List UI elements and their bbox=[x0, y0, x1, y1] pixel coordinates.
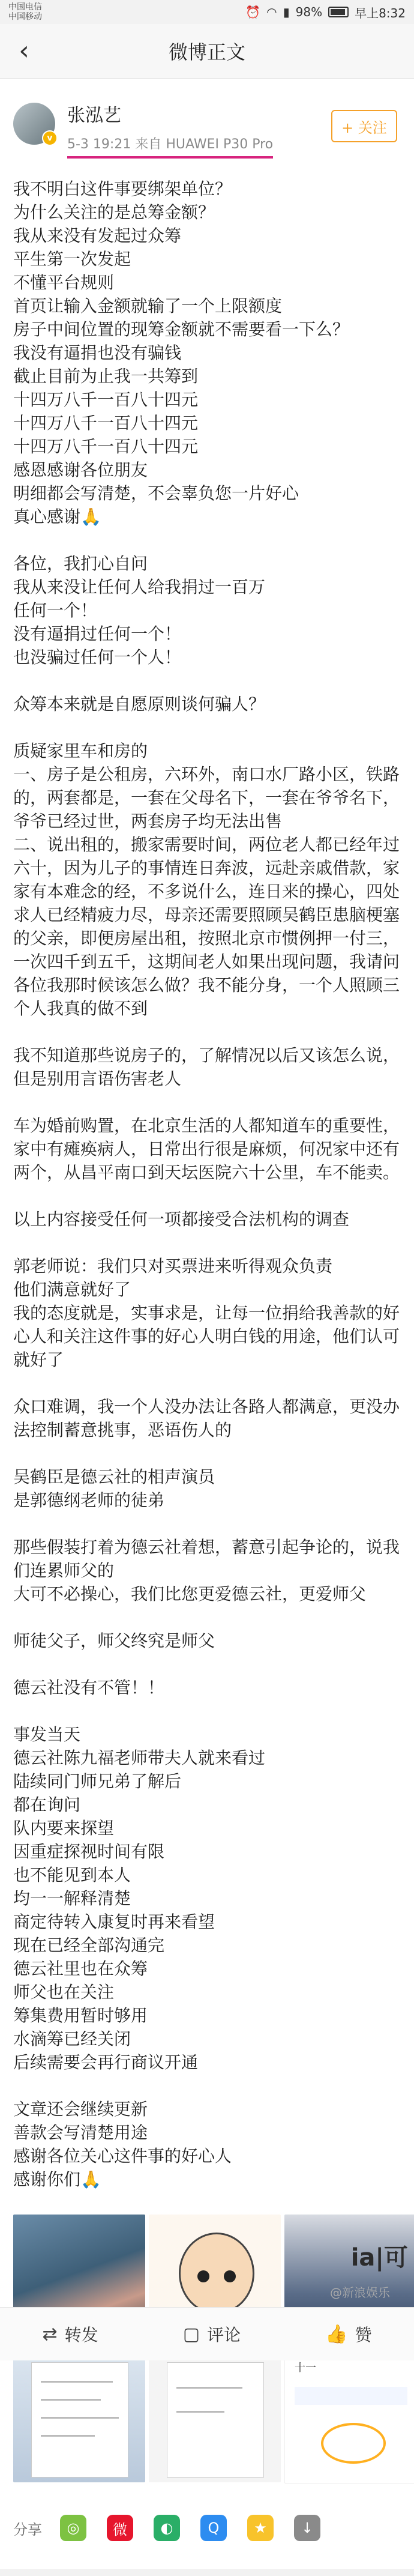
carrier-info bbox=[8, 2, 42, 22]
photo-screenshot[interactable] bbox=[284, 2350, 414, 2484]
eye-icon bbox=[197, 2270, 209, 2282]
download-icon[interactable]: ↓ bbox=[294, 2515, 320, 2541]
wechat-icon[interactable]: ◐ bbox=[154, 2515, 180, 2541]
post-paragraph: 那些假装打着为德云社着想，蓄意引起争论的，说我们连累师父的 大可不必操心，我们比您更爱德云社，更爱师父 bbox=[13, 1537, 400, 1604]
post bbox=[0, 79, 414, 2546]
post-device: 来自 HUAWEI P30 Pro bbox=[135, 137, 274, 152]
share-label: 分享 bbox=[13, 2521, 42, 2538]
carrier-2: 中国移动 bbox=[8, 12, 42, 22]
battery-icon bbox=[328, 7, 349, 17]
like-label: 赞 bbox=[355, 2325, 372, 2345]
username[interactable]: 张泓艺 bbox=[67, 105, 121, 126]
post-paragraph: 我不明白这件事要绑架单位？ 为什么关注的是总筹金额？ 我从来没有发起过众筹 平生第一次发起 不懂平台规则 首页让输入金额就输了一个上限额度 房子中间位置的现筹金额就不需要看一下么？ 我没有逼捐也没有骗钱 截止目前为止我一共筹到 十四万八千一百八十四元 十四万八千一百八十四元 十四万八千一百八十四元 感恩感谢各位朋友 明细都会写清楚，不会辜负您一片好心 真心感谢🙏 bbox=[13, 179, 350, 527]
repost-button[interactable] bbox=[43, 2322, 98, 2346]
post-paragraph: 车为婚前购置，在北京生活的人都知道车的重要性，家中有瘫痪病人，日常出行很是麻烦，何况家中还有两个，从昌平南口到天坛医院六十公里，车不能卖。 bbox=[13, 1116, 400, 1182]
eye-icon bbox=[224, 2270, 236, 2282]
post-timestamp: 5-3 19:21 bbox=[67, 137, 131, 152]
status-right bbox=[245, 4, 406, 21]
comment-label: 评论 bbox=[207, 2325, 241, 2345]
wifi-icon: ◠ bbox=[266, 5, 277, 19]
page-title: 微博正文 bbox=[168, 41, 245, 64]
verified-badge-icon: v bbox=[42, 130, 58, 146]
post-paragraph: 文章还会继续更新 善款会写清楚用途 感谢各位关心这件事的好心人 感谢你们🙏 bbox=[13, 2099, 232, 2189]
photo-caption: ia|可 bbox=[350, 2244, 408, 2272]
post-paragraph: 德云社没有不管！！ bbox=[13, 1678, 165, 1698]
post-header bbox=[13, 79, 401, 175]
carrier-1: 中国电信 bbox=[8, 2, 42, 12]
post-paragraph: 质疑家里车和房的 一、房子是公租房，六环外，南口水厂路小区，铁路的，两套都是，一套在父母名下，一套在爷爷名下，爷爷已经过世，两套房子均无法出售 二、说出租的，搬家需要时间，两位老人都已经年过六十，因为儿子的事情连日奔波，远赴亲戚借款，家家有本难念的经，不多说什么，连日来的操心，四处求人已经精疲力尽，母亲还需要照顾吴鹤臣患脑梗塞的父亲，即便房屋出租，按照北京市惯例押一付三，一次四千到五千，这期间老人如果出现问题，我请问各位我那时候该怎么做？我不能分身，一个人照顾三个人我真的做不到 bbox=[13, 741, 400, 1018]
comment-icon: ▢ bbox=[182, 2323, 200, 2345]
qq-icon[interactable]: Q bbox=[200, 2515, 227, 2541]
status-bar bbox=[0, 0, 414, 24]
bottom-toolbar bbox=[0, 2307, 414, 2360]
divider bbox=[0, 2569, 414, 2576]
like-button[interactable] bbox=[325, 2322, 371, 2346]
post-meta bbox=[67, 97, 273, 159]
moments-icon[interactable]: ◎ bbox=[60, 2515, 86, 2541]
share-bar bbox=[13, 2510, 401, 2546]
back-arrow-icon[interactable]: ‹ bbox=[19, 35, 29, 66]
document-icon bbox=[31, 2362, 128, 2478]
follow-button[interactable]: + 关注 bbox=[331, 110, 397, 142]
photo-caption: 十一 bbox=[295, 2362, 316, 2374]
watermark: @新浪娱乐 bbox=[330, 2285, 390, 2300]
photo-document[interactable] bbox=[149, 2350, 281, 2482]
document-icon bbox=[167, 2362, 264, 2478]
qzone-icon[interactable]: ★ bbox=[247, 2515, 274, 2541]
post-content bbox=[13, 177, 401, 2191]
clock: 早上8:32 bbox=[355, 5, 406, 20]
signal-icon: ▮ bbox=[283, 5, 290, 19]
weibo-icon[interactable]: 微 bbox=[107, 2515, 133, 2541]
cartoon-face-icon bbox=[179, 2233, 254, 2314]
photo-document[interactable] bbox=[13, 2350, 145, 2482]
post-paragraph: 我不知道那些说房子的，了解情况以后又该怎么说，但是别用言语伤害老人 bbox=[13, 1045, 400, 1089]
post-paragraph: 师徒父子，师父终究是师父 bbox=[13, 1631, 215, 1651]
repost-label: 转发 bbox=[64, 2325, 98, 2345]
post-paragraph: 事发当天 德云社陈九福老师带夫人就来看过 陆续同门师兄弟了解后 都在询问 队内要来探望 因重症探视时间有限 也不能见到本人 均一一解释清楚 商定待转入康复时再来看望 现在已经全部沟通完 德云社里也在众筹 师父也在关注 筹集费用暂时够用 水滴筹已经关闭 后续需要会再行商议开通 bbox=[13, 1725, 266, 2072]
post-sub-info bbox=[67, 134, 273, 159]
post-paragraph: 郭老师说：我们只对买票进来听得观众负责 他们满意就好了 我的态度就是，实事求是，让每一位捐给我善款的好心人和关注这件事的好心人明白钱的用途，他们认可就好了 bbox=[13, 1256, 400, 1370]
thumbs-up-icon: 👍 bbox=[325, 2323, 348, 2345]
nav-bar bbox=[0, 24, 414, 79]
alarm-icon: ⏰ bbox=[245, 5, 261, 19]
repost-icon: ⇄ bbox=[42, 2323, 58, 2345]
post-paragraph: 以上内容接受任何一项都接受合法机构的调查 bbox=[13, 1209, 350, 1229]
avatar[interactable] bbox=[13, 103, 55, 145]
comment-button[interactable] bbox=[183, 2322, 241, 2346]
battery-percent: 98% bbox=[295, 5, 323, 19]
post-paragraph: 众口难调，我一个人没办法让各路人都满意，更没办法控制蓄意挑事，恶语伤人的 bbox=[13, 1397, 400, 1440]
post-paragraph: 各位，我扪心自问 我从来没让任何人给我捐过一百万 任何一个！ 没有逼捐过任何一个！ 也没骗过任何一个人！ bbox=[13, 554, 266, 667]
post-paragraph: 众筹本来就是自愿原则谈何骗人？ bbox=[13, 694, 266, 714]
post-paragraph: 吴鹤臣是德云社的相声演员 是郭德纲老师的徒弟 bbox=[13, 1467, 215, 1510]
